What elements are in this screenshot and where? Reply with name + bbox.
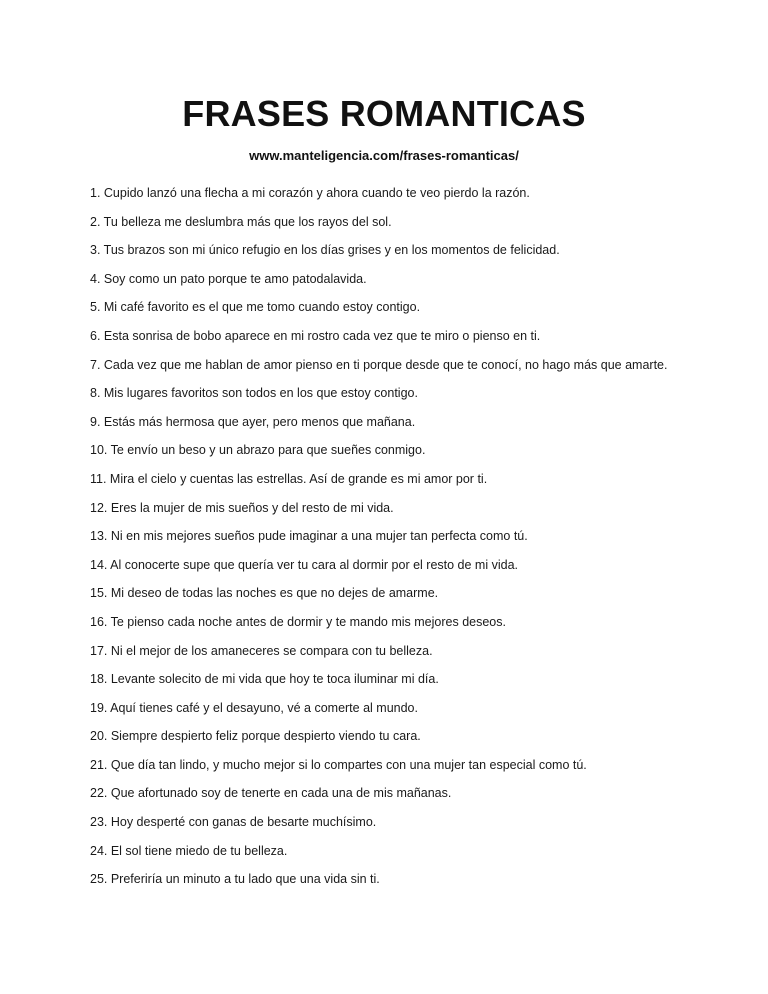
- list-item: 25. Preferiría un minuto a tu lado que una vida sin ti.: [90, 872, 380, 887]
- list-item: 20. Siempre despierto feliz porque despierto viendo tu cara.: [90, 729, 421, 744]
- list-item: 22. Que afortunado soy de tenerte en cada una de mis mañanas.: [90, 786, 452, 801]
- list-item: 1. Cupido lanzó una flecha a mi corazón y ahora cuando te veo pierdo la razón.: [90, 186, 530, 200]
- list-item: 10. Te envío un beso y un abrazo para que sueñes conmigo.: [90, 443, 426, 458]
- list-item: 24. El sol tiene miedo de tu belleza.: [90, 843, 288, 858]
- list-item: 8. Mis lugares favoritos son todos en los que estoy contigo.: [90, 386, 418, 401]
- source-url: www.manteligencia.com/frases-romanticas/: [249, 148, 519, 163]
- phrase-list: [90, 184, 740, 899]
- list-item: 4. Soy como un pato porque te amo patodalavida.: [90, 271, 367, 286]
- page-title: FRASES ROMANTICAS: [182, 93, 586, 134]
- list-item: 11. Mira el cielo y cuentas las estrellas. Así de grande es mi amor por ti.: [90, 471, 488, 486]
- list-item: 17. Ni el mejor de los amaneceres se compara con tu belleza.: [90, 643, 433, 658]
- list-item: 6. Esta sonrisa de bobo aparece en mi rostro cada vez que te miro o pienso en ti.: [90, 328, 541, 343]
- list-item: 16. Te pienso cada noche antes de dormir y te mando mis mejores deseos.: [90, 614, 506, 629]
- list-item: 12. Eres la mujer de mis sueños y del resto de mi vida.: [90, 500, 394, 515]
- list-item: 5. Mi café favorito es el que me tomo cuando estoy contigo.: [90, 300, 421, 315]
- list-item: 23. Hoy desperté con ganas de besarte muchísimo.: [90, 815, 377, 830]
- list-item: 18. Levante solecito de mi vida que hoy te toca iluminar mi día.: [90, 672, 439, 687]
- list-item: 21. Que día tan lindo, y mucho mejor si lo compartes con una mujer tan especial como tú.: [90, 757, 587, 772]
- list-item: 14. Al conocerte supe que quería ver tu cara al dormir por el resto de mi vida.: [90, 557, 519, 572]
- list-item: 9. Estás más hermosa que ayer, pero menos que mañana.: [90, 414, 416, 429]
- list-item: 15. Mi deseo de todas las noches es que no dejes de amarme.: [90, 586, 439, 601]
- list-item: 2. Tu belleza me deslumbra más que los rayos del sol.: [90, 214, 392, 229]
- list-item: 13. Ni en mis mejores sueños pude imaginar a una mujer tan perfecta como tú.: [90, 529, 528, 544]
- list-item: 19. Aquí tienes café y el desayuno, vé a comerte al mundo.: [90, 700, 418, 715]
- list-item: 7. Cada vez que me hablan de amor pienso en ti porque desde que te conocí, no hago más que amarte.: [90, 357, 668, 372]
- list-item: 3. Tus brazos son mi único refugio en los días grises y en los momentos de felicidad.: [90, 243, 560, 258]
